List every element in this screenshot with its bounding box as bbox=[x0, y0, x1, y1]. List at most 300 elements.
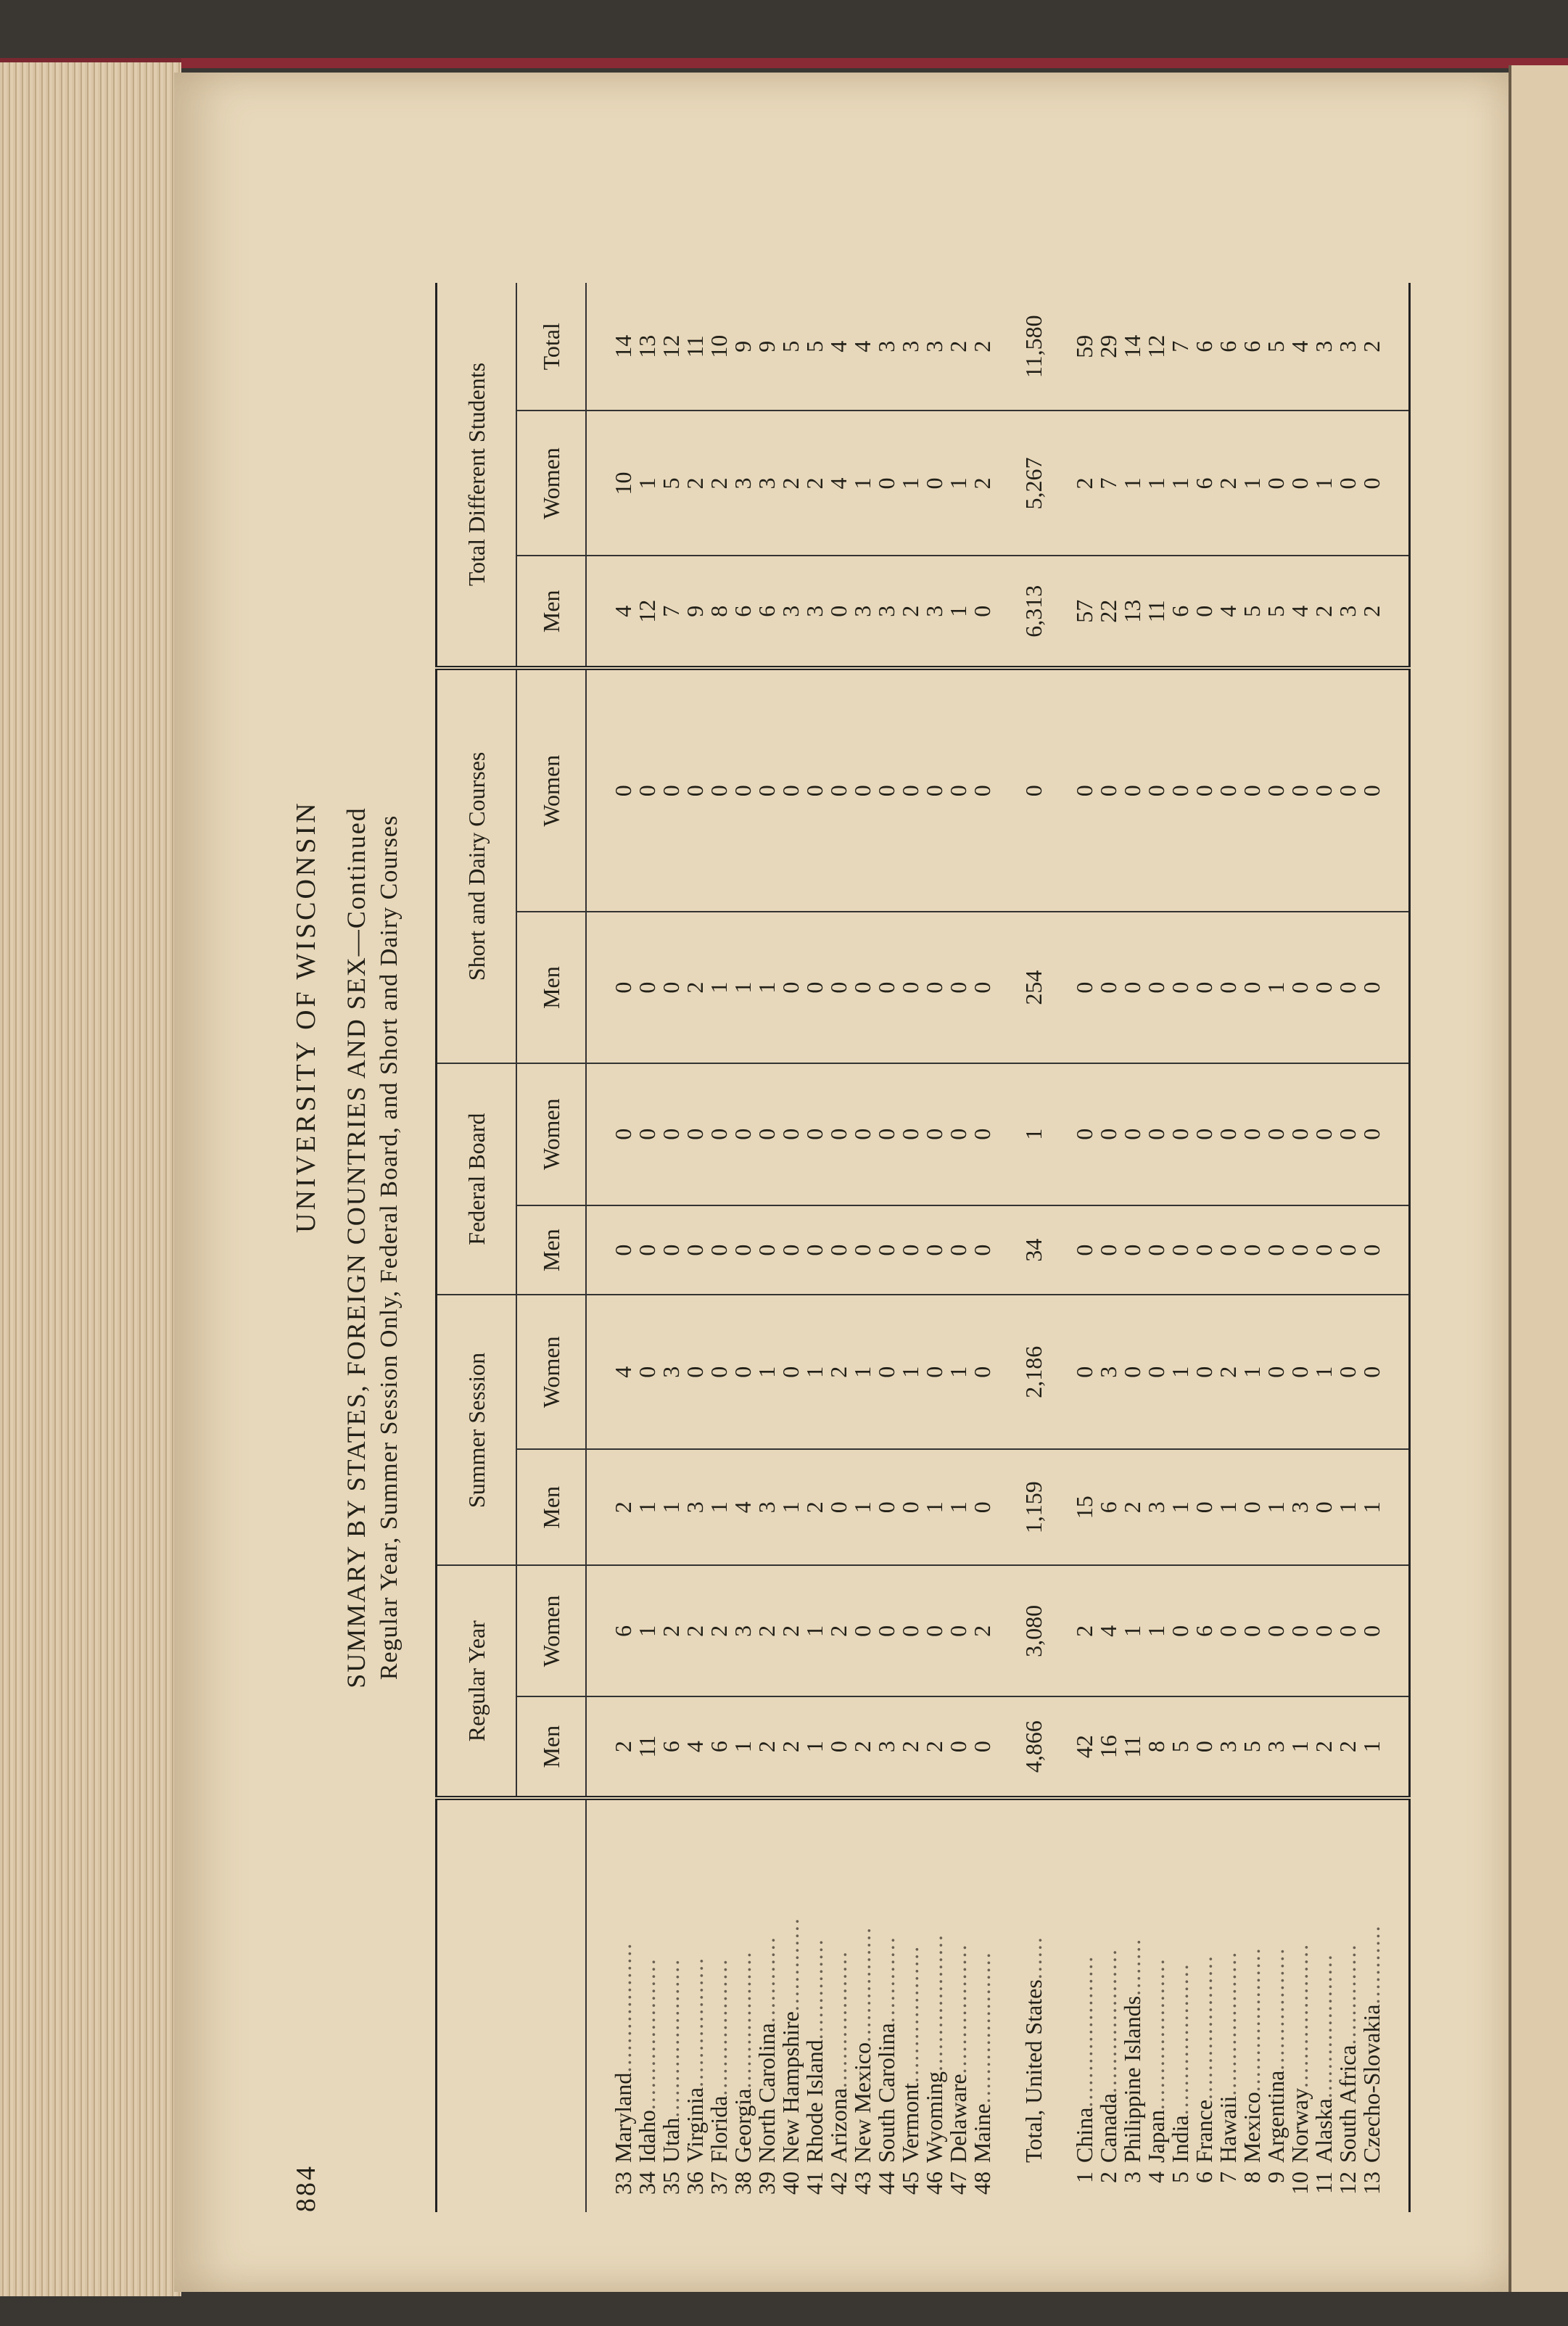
cell-value: 0 bbox=[635, 668, 659, 912]
spacer-row bbox=[1384, 283, 1410, 2212]
cell-value: 0 bbox=[1240, 912, 1264, 1063]
cell-value: 2 bbox=[827, 1295, 851, 1449]
cell-value: 4 bbox=[611, 556, 635, 669]
cell-value: 0 bbox=[1144, 1205, 1168, 1295]
cell-value: 0 bbox=[1192, 1295, 1216, 1449]
cell-value: 1 bbox=[1288, 1696, 1312, 1798]
cell-value: 0 bbox=[803, 1205, 827, 1295]
cell-value: 0 bbox=[875, 668, 899, 912]
row-label bbox=[1019, 1798, 1048, 2212]
leader-dots: ................... bbox=[730, 1950, 756, 2089]
table-row bbox=[1288, 283, 1312, 2212]
cell-value: 2 bbox=[1312, 556, 1336, 669]
cell-value: 0 bbox=[1216, 1565, 1240, 1696]
cell-value: 0 bbox=[970, 1205, 994, 1295]
cell-value: 0 bbox=[1168, 1063, 1192, 1205]
cell-value: 0 bbox=[1240, 1063, 1264, 1205]
cell-value: 3 bbox=[1336, 556, 1360, 669]
cell-value: 0 bbox=[731, 1063, 755, 1205]
cell-value: 5 bbox=[1264, 556, 1288, 669]
cell-value: 0 bbox=[851, 1565, 875, 1696]
table-row bbox=[1073, 283, 1097, 2212]
cell-value: 3 bbox=[1312, 283, 1336, 411]
cell-value: 3 bbox=[875, 1696, 899, 1798]
cell-value: 0 bbox=[1240, 1205, 1264, 1295]
cell-value: 2 bbox=[1216, 411, 1240, 556]
cell-value: 0 bbox=[1360, 668, 1384, 912]
cell-value: 7 bbox=[1097, 411, 1121, 556]
leader-dots: ................... bbox=[897, 1944, 923, 2083]
leader-dots: ..................... bbox=[1167, 1963, 1193, 2116]
cell-value: 0 bbox=[683, 668, 707, 912]
running-title: UNIVERSITY OF WISCONSIN bbox=[291, 800, 321, 1233]
page-edges bbox=[0, 58, 181, 2296]
cell-value: 2 bbox=[683, 411, 707, 556]
cell-value: 0 bbox=[923, 1565, 946, 1696]
cell-value: 3 bbox=[875, 556, 899, 669]
cell-value: 2 bbox=[1121, 1449, 1144, 1565]
col-women: Women bbox=[516, 1295, 586, 1449]
row-label bbox=[611, 1798, 635, 2212]
cell-value: 0 bbox=[1360, 912, 1384, 1063]
row-label bbox=[946, 1798, 970, 2212]
cell-value: 0 bbox=[1264, 1205, 1288, 1295]
row-label bbox=[683, 1798, 707, 2212]
table-row bbox=[1144, 283, 1168, 2212]
cell-value: 0 bbox=[1192, 1205, 1216, 1295]
row-name: Czecho-Slovakia bbox=[1358, 2004, 1385, 2163]
row-number: 42 bbox=[825, 2172, 851, 2195]
cell-value: 1 bbox=[851, 1449, 875, 1565]
cell-value: 7 bbox=[1168, 283, 1192, 411]
row-label bbox=[1144, 1798, 1168, 2212]
cell-value: 4 bbox=[683, 1696, 707, 1798]
cell-value: 1 bbox=[707, 912, 731, 1063]
cell-value: 0 bbox=[1192, 1063, 1216, 1205]
cell-value: 1 bbox=[1336, 1449, 1360, 1565]
cell-value: 0 bbox=[755, 1205, 779, 1295]
row-number: 13 bbox=[1358, 2172, 1385, 2195]
cell-value: 0 bbox=[731, 668, 755, 912]
cell-value: 3 bbox=[683, 1449, 707, 1565]
spacer-row bbox=[1048, 283, 1073, 2212]
leader-dots: ................... bbox=[706, 1958, 732, 2096]
cell-value: 0 bbox=[875, 1205, 899, 1295]
row-number: 48 bbox=[969, 2172, 995, 2195]
cell-value: 0 bbox=[1312, 1205, 1336, 1295]
row-name: Rhode Island bbox=[801, 2040, 828, 2163]
table-row bbox=[1312, 283, 1336, 2212]
row-number: 2 bbox=[1095, 2172, 1121, 2183]
cell-value: 0 bbox=[1312, 1063, 1336, 1205]
group-regular-year: Regular Year bbox=[437, 1565, 517, 1798]
cell-value: 1 bbox=[1168, 411, 1192, 556]
cell-value: 0 bbox=[731, 1205, 755, 1295]
row-number: 8 bbox=[1239, 2172, 1265, 2183]
leader-dots: ..................... bbox=[634, 1958, 660, 2111]
row-label bbox=[1192, 1798, 1216, 2212]
table-row bbox=[946, 283, 970, 2212]
row-label bbox=[970, 1798, 994, 2212]
table-title: SUMMARY BY STATES, FOREIGN COUNTRIES AND SEX—Continued bbox=[342, 807, 371, 1688]
cell-value: 0 bbox=[1216, 668, 1240, 912]
cell-value: 0 bbox=[1121, 912, 1144, 1063]
cell-value: 1 bbox=[731, 912, 755, 1063]
cell-value: 3 bbox=[779, 556, 803, 669]
cell-value: 6 bbox=[1216, 283, 1240, 411]
cell-value: 0 bbox=[755, 1063, 779, 1205]
leader-dots: ................. bbox=[1263, 1947, 1289, 2071]
cell-value: 0 bbox=[923, 411, 946, 556]
row-label bbox=[1240, 1798, 1264, 2212]
row-number: 39 bbox=[754, 2172, 780, 2195]
cell-value: 0 bbox=[707, 668, 731, 912]
cell-value: 0 bbox=[1216, 912, 1240, 1063]
cell-value: 0 bbox=[923, 912, 946, 1063]
cell-value: 0 bbox=[899, 1205, 923, 1295]
cell-value: 0 bbox=[1264, 668, 1288, 912]
table-row bbox=[1240, 283, 1264, 2212]
cell-value: 0 bbox=[1144, 668, 1168, 912]
cell-value: 0 bbox=[1360, 1565, 1384, 1696]
cell-value: 0 bbox=[875, 1449, 899, 1565]
table-row bbox=[803, 283, 827, 2212]
cell-value: 6 bbox=[611, 1565, 635, 1696]
cell-value: 0 bbox=[1288, 1063, 1312, 1205]
cell-value: 2 bbox=[779, 1696, 803, 1798]
cell-value: 9 bbox=[731, 283, 755, 411]
cell-value: 0 bbox=[1121, 1063, 1144, 1205]
cell-value: 0 bbox=[970, 1449, 994, 1565]
row-label bbox=[1288, 1798, 1312, 2212]
row-name: North Carolina bbox=[754, 2023, 780, 2163]
cell-value: 2 bbox=[611, 1449, 635, 1565]
cell-value: 2 bbox=[1073, 411, 1097, 556]
row-number: 43 bbox=[849, 2172, 875, 2195]
cell-value: 0 bbox=[970, 1295, 994, 1449]
cell-value: 0 bbox=[970, 668, 994, 912]
row-name: Argentina bbox=[1263, 2070, 1289, 2163]
leader-dots: ..................... bbox=[1071, 1955, 1097, 2108]
cell-value: 12 bbox=[635, 556, 659, 669]
row-label bbox=[1168, 1798, 1192, 2212]
row-name: Virginia bbox=[682, 2087, 708, 2163]
row-label bbox=[635, 1798, 659, 2212]
cell-value: 0 bbox=[779, 1205, 803, 1295]
cell-value: 13 bbox=[1121, 556, 1144, 669]
row-name: Maryland bbox=[610, 2072, 636, 2163]
cell-value: 0 bbox=[1144, 912, 1168, 1063]
cell-value: 3 bbox=[923, 283, 946, 411]
table-row bbox=[923, 283, 946, 2212]
cell-value: 11 bbox=[1144, 556, 1168, 669]
row-label bbox=[707, 1798, 731, 2212]
cell-value: 0 bbox=[1097, 1063, 1121, 1205]
cell-value: 0 bbox=[1073, 668, 1097, 912]
cell-value: 57 bbox=[1073, 556, 1097, 669]
cell-value: 5 bbox=[779, 283, 803, 411]
row-label bbox=[1097, 1798, 1121, 2212]
cell-value: 0 bbox=[803, 912, 827, 1063]
cell-value: 2 bbox=[1360, 556, 1384, 669]
row-number: 33 bbox=[610, 2172, 636, 2195]
cell-value: 6 bbox=[755, 556, 779, 669]
cell-value: 0 bbox=[875, 1063, 899, 1205]
row-number: 4 bbox=[1143, 2172, 1169, 2183]
cell-value: 4 bbox=[1288, 283, 1312, 411]
cell-value: 1,159 bbox=[1019, 1449, 1048, 1565]
page-number: 884 bbox=[291, 2164, 321, 2212]
cell-value: 0 bbox=[1240, 668, 1264, 912]
cell-value: 0 bbox=[827, 1205, 851, 1295]
leader-dots: .................. bbox=[610, 1942, 636, 2073]
cell-value: 0 bbox=[659, 668, 683, 912]
cell-value: 2 bbox=[1216, 1295, 1240, 1449]
cell-value: 0 bbox=[1121, 1205, 1144, 1295]
cell-value: 3 bbox=[1264, 1696, 1288, 1798]
cell-value: 0 bbox=[1288, 1565, 1312, 1696]
cell-value: 8 bbox=[707, 556, 731, 669]
cell-value: 3 bbox=[755, 1449, 779, 1565]
table-row bbox=[1121, 283, 1144, 2212]
row-number: 7 bbox=[1215, 2172, 1241, 2183]
cell-value: 6 bbox=[1240, 283, 1264, 411]
cell-value: 0 bbox=[1264, 1063, 1288, 1205]
cell-value: 1 bbox=[1360, 1449, 1384, 1565]
cell-value: 0 bbox=[1073, 1295, 1097, 1449]
cell-value: 4 bbox=[1216, 556, 1240, 669]
cell-value: 5 bbox=[1240, 556, 1264, 669]
cell-value: 0 bbox=[659, 1205, 683, 1295]
cell-value: 29 bbox=[1097, 283, 1121, 411]
cell-value: 3 bbox=[659, 1295, 683, 1449]
cell-value: 6,313 bbox=[1019, 556, 1048, 669]
cell-value: 3 bbox=[1288, 1449, 1312, 1565]
table-row bbox=[1097, 283, 1121, 2212]
row-label bbox=[827, 1798, 851, 2212]
leader-dots: ..................... bbox=[1143, 1958, 1169, 2111]
cell-value: 0 bbox=[899, 912, 923, 1063]
row-label bbox=[923, 1798, 946, 2212]
cell-value: 0 bbox=[1288, 668, 1312, 912]
cell-value: 0 bbox=[875, 1565, 899, 1696]
col-men: Men bbox=[516, 556, 586, 669]
table-row bbox=[1168, 283, 1192, 2212]
cell-value: 0 bbox=[851, 668, 875, 912]
summary-table bbox=[435, 283, 1411, 2212]
cell-value: 0 bbox=[1312, 1565, 1336, 1696]
cell-value: 4,866 bbox=[1019, 1696, 1048, 1798]
cell-value: 2 bbox=[803, 1449, 827, 1565]
cell-value: 1 bbox=[946, 1449, 970, 1565]
cell-value: 5 bbox=[1168, 1696, 1192, 1798]
cell-value: 2 bbox=[683, 1565, 707, 1696]
cell-value: 0 bbox=[946, 1565, 970, 1696]
cell-value: 5 bbox=[1240, 1696, 1264, 1798]
cell-value: 0 bbox=[970, 556, 994, 669]
cell-value: 1 bbox=[1312, 1295, 1336, 1449]
row-name: Wyoming bbox=[921, 2071, 947, 2163]
cell-value: 0 bbox=[1240, 1449, 1264, 1565]
cell-value: 0 bbox=[899, 1449, 923, 1565]
table-row bbox=[755, 283, 779, 2212]
cell-value: 1 bbox=[635, 1449, 659, 1565]
cell-value: 34 bbox=[1019, 1205, 1048, 1295]
leader-dots: .................. bbox=[945, 1943, 971, 2074]
page-header bbox=[283, 283, 341, 2212]
row-label bbox=[1121, 1798, 1144, 2212]
cell-value: 0 bbox=[1073, 912, 1097, 1063]
leader-dots: ................... bbox=[921, 1933, 947, 2071]
leader-dots: .................... bbox=[1311, 1953, 1337, 2099]
cell-value: 254 bbox=[1019, 912, 1048, 1063]
cell-value: 0 bbox=[1168, 912, 1192, 1063]
cell-value: 0 bbox=[875, 912, 899, 1063]
cell-value: 6 bbox=[659, 1696, 683, 1798]
cell-value: 1 bbox=[1121, 411, 1144, 556]
cell-value: 15 bbox=[1073, 1449, 1097, 1565]
col-men: Men bbox=[516, 912, 586, 1063]
cell-value: 0 bbox=[827, 1449, 851, 1565]
cell-value: 1 bbox=[755, 912, 779, 1063]
cell-value: 0 bbox=[1360, 1063, 1384, 1205]
cell-value: 0 bbox=[611, 1063, 635, 1205]
cell-value: 1 bbox=[899, 1295, 923, 1449]
cell-value: 0 bbox=[899, 1063, 923, 1205]
row-label bbox=[731, 1798, 755, 2212]
cell-value: 0 bbox=[1360, 1295, 1384, 1449]
cell-value: 0 bbox=[946, 1696, 970, 1798]
cell-value: 2 bbox=[659, 1565, 683, 1696]
leader-dots: .................. bbox=[682, 1956, 708, 2087]
cell-value: 13 bbox=[635, 283, 659, 411]
row-number: 6 bbox=[1191, 2172, 1217, 2183]
cell-value: 0 bbox=[1264, 1565, 1288, 1696]
cell-value: 0 bbox=[1144, 1063, 1168, 1205]
cell-value: 0 bbox=[851, 912, 875, 1063]
cell-value: 0 bbox=[1192, 556, 1216, 669]
row-label bbox=[1073, 1798, 1097, 2212]
cell-value: 0 bbox=[1336, 1205, 1360, 1295]
cell-value: 0 bbox=[1168, 668, 1192, 912]
cell-value: 1 bbox=[1168, 1295, 1192, 1449]
row-number: 11 bbox=[1311, 2172, 1337, 2194]
cell-value: 5,267 bbox=[1019, 411, 1048, 556]
cell-value: 0 bbox=[635, 912, 659, 1063]
cell-value: 11 bbox=[683, 283, 707, 411]
cell-value: 0 bbox=[1240, 1565, 1264, 1696]
cell-value: 10 bbox=[707, 283, 731, 411]
row-name: Vermont bbox=[897, 2082, 923, 2163]
cell-value: 6 bbox=[731, 556, 755, 669]
cell-value: 0 bbox=[851, 1063, 875, 1205]
col-men: Men bbox=[516, 1696, 586, 1798]
cell-value: 0 bbox=[827, 556, 851, 669]
cell-value: 1 bbox=[635, 411, 659, 556]
group-summer-session: Summer Session bbox=[437, 1295, 517, 1565]
row-name: Idaho bbox=[634, 2110, 660, 2163]
table-row bbox=[1360, 283, 1384, 2212]
spacer-row bbox=[994, 283, 1019, 2212]
cell-value: 0 bbox=[1192, 1449, 1216, 1565]
cell-value: 0 bbox=[683, 1063, 707, 1205]
cell-value: 10 bbox=[611, 411, 635, 556]
row-name: Florida bbox=[706, 2095, 732, 2163]
row-label bbox=[803, 1798, 827, 2212]
cell-value: 3 bbox=[899, 283, 923, 411]
leader-dots: ...................... bbox=[658, 1958, 684, 2118]
leader-dots: .................... bbox=[1215, 1950, 1241, 2096]
row-number: 38 bbox=[730, 2172, 756, 2195]
cell-value: 11 bbox=[1121, 1696, 1144, 1798]
col-women: Women bbox=[516, 411, 586, 556]
group-federal-board: Federal Board bbox=[437, 1063, 517, 1295]
cell-value: 0 bbox=[1097, 912, 1121, 1063]
cell-value: 0 bbox=[1264, 411, 1288, 556]
cell-value: 6 bbox=[1192, 411, 1216, 556]
rotated-page-content bbox=[283, 283, 1429, 2212]
cell-value: 2 bbox=[779, 411, 803, 556]
cell-value: 0 bbox=[635, 1205, 659, 1295]
cell-value: 0 bbox=[1168, 1205, 1192, 1295]
row-number: 47 bbox=[945, 2172, 971, 2195]
cell-value: 16 bbox=[1097, 1696, 1121, 1798]
cell-value: 1 bbox=[659, 1449, 683, 1565]
row-name: Norway bbox=[1287, 2087, 1313, 2163]
cell-value: 3 bbox=[851, 556, 875, 669]
cell-value: 0 bbox=[946, 912, 970, 1063]
table-row bbox=[659, 283, 683, 2212]
row-label bbox=[659, 1798, 683, 2212]
cell-value: 4 bbox=[851, 283, 875, 411]
cell-value: 0 bbox=[1336, 1565, 1360, 1696]
cell-value: 1 bbox=[635, 1565, 659, 1696]
table-row bbox=[827, 283, 851, 2212]
cell-value: 0 bbox=[635, 1295, 659, 1449]
cell-value: 2 bbox=[707, 1565, 731, 1696]
cell-value: 3 bbox=[875, 283, 899, 411]
col-women: Women bbox=[516, 668, 586, 912]
cell-value: 9 bbox=[755, 283, 779, 411]
row-number: 41 bbox=[801, 2172, 828, 2195]
cell-value: 3 bbox=[1216, 1696, 1240, 1798]
row-number: 5 bbox=[1167, 2172, 1193, 2183]
row-number: 36 bbox=[682, 2172, 708, 2195]
row-number: 34 bbox=[634, 2172, 660, 2195]
cell-value: 2 bbox=[827, 1565, 851, 1696]
cell-value: 1 bbox=[923, 1449, 946, 1565]
row-number: 10 bbox=[1287, 2172, 1313, 2195]
row-name: South Carolina bbox=[873, 2023, 899, 2163]
row-label bbox=[755, 1798, 779, 2212]
cell-value: 0 bbox=[1288, 1205, 1312, 1295]
row-label bbox=[851, 1798, 875, 2212]
table-row bbox=[875, 283, 899, 2212]
row-label bbox=[1360, 1798, 1384, 2212]
cell-value: 0 bbox=[1097, 668, 1121, 912]
cell-value: 0 bbox=[851, 1205, 875, 1295]
cell-value: 1 bbox=[1019, 1063, 1048, 1205]
cell-value: 0 bbox=[1336, 1295, 1360, 1449]
row-number: 3 bbox=[1119, 2172, 1145, 2183]
row-number: 46 bbox=[921, 2172, 947, 2195]
table-row bbox=[899, 283, 923, 2212]
cell-value: 1 bbox=[779, 1449, 803, 1565]
cell-value: 0 bbox=[779, 668, 803, 912]
cell-value: 0 bbox=[899, 1565, 923, 1696]
cell-value: 1 bbox=[707, 1449, 731, 1565]
table-row bbox=[1336, 283, 1360, 2212]
